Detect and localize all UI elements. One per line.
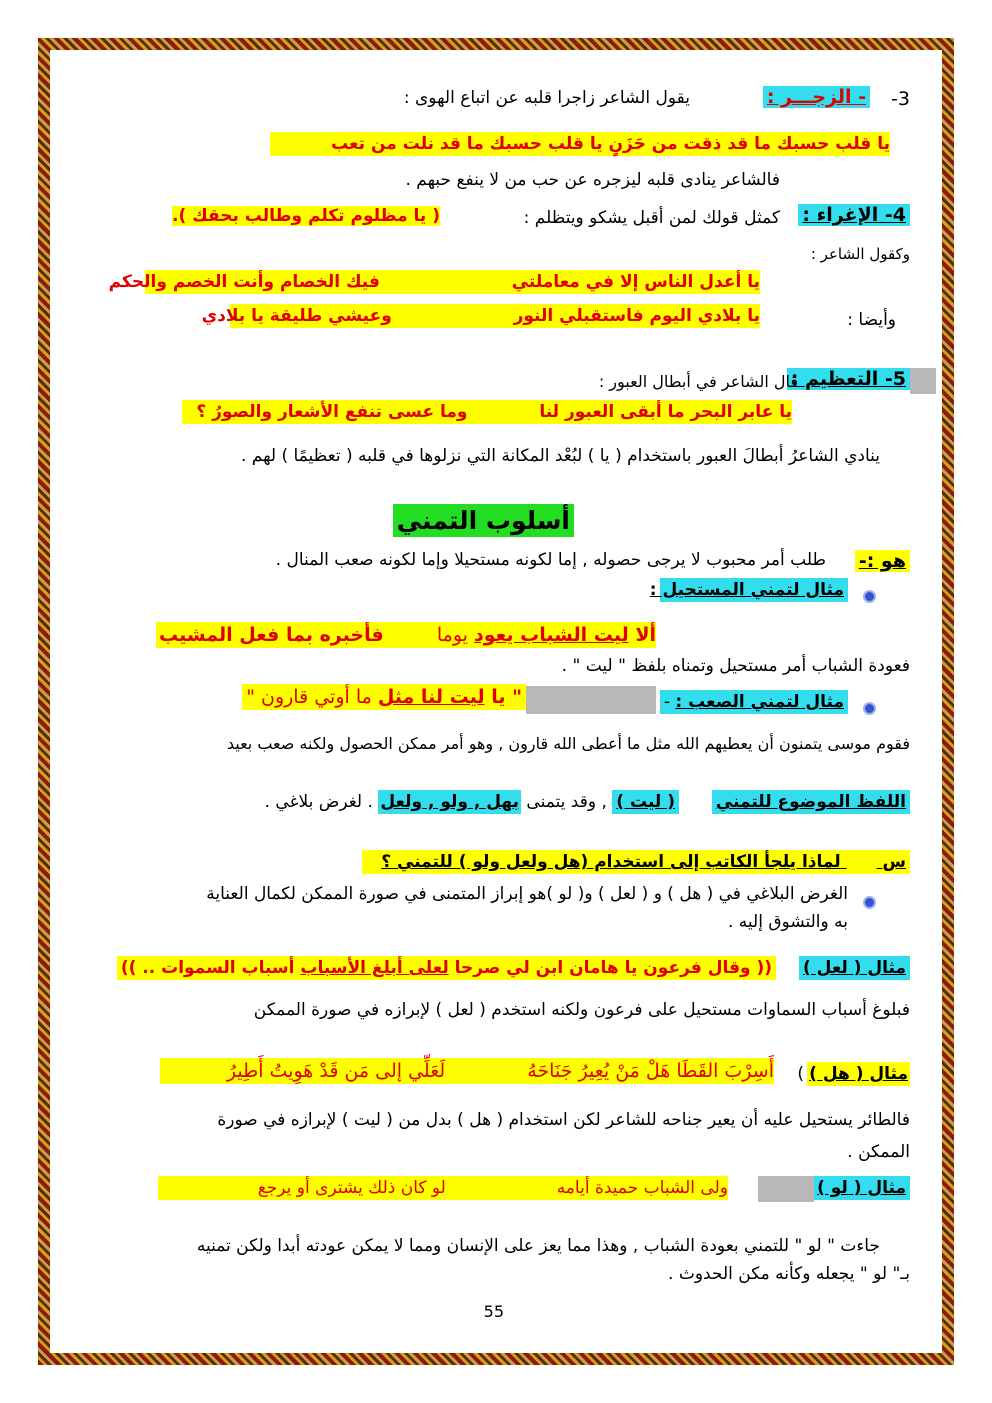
- question-line: [362, 850, 910, 874]
- hal-verse-b: لَعَلِّي إلى مَن قَدْ هَوِيتُ أَطِيرُ: [226, 1060, 446, 1082]
- ex1-verse-b: ليت الشباب يعود: [474, 624, 629, 646]
- answer-line1: الغرض البلاغي في ( هل ) و ( لعل ) و( لو )هو إبراز المتمنى في صورة الممكن لكمال العناية: [206, 884, 848, 904]
- tamanni-word-end: . لغرض بلاغي .: [264, 792, 373, 812]
- ex2-grey-box: [526, 686, 656, 714]
- law-explain-1: جاءت " لو " للتمني بعودة الشباب , وهذا مما يعز على الإنسان ومما لا يمكن عودته أبدا ولكن تمنيه: [196, 1236, 880, 1256]
- zajr-verse: يا قلب حسبك ما قد ذقت من حَزَنٍ يا قلب حسبك ما قد نلت من تعب: [270, 132, 890, 156]
- hal-verse-a: أَسِرْبَ القَطَا هَلْ مَنْ يُعِيرُ جَنَاحَهُ: [527, 1060, 774, 1082]
- law-verse-a: ولى الشباب حميدة أيامه: [556, 1178, 728, 1198]
- law-label: مثال ( لو ): [813, 1176, 910, 1200]
- tamanni-heading: أسلوب التمني: [393, 504, 574, 537]
- zajr-explain: فالشاعر ينادى قلبه ليزجره عن حب من لا ينفع حبهم .: [405, 170, 780, 190]
- page-number: 55: [483, 1302, 504, 1321]
- tamanni-def-text: طلب أمر محبوب لا يرجى حصوله , إما لكونه مستحيلا وإما لكونه صعب المنال .: [275, 550, 826, 570]
- ighraa-verse1-b: فيك الخصام وأنت الخصم والحكم: [108, 272, 380, 292]
- ex2-dash: -: [663, 692, 670, 712]
- ighraa-example: ( يا مظلوم تكلم وطالب بحقك ).: [172, 206, 440, 226]
- laal-text-c: أسباب السموات .. )): [120, 958, 301, 978]
- taazim-grey-marker: [910, 368, 936, 394]
- ighraa-intro2: وكقول الشاعر :: [810, 245, 910, 263]
- tamanni-word-line: [265, 792, 910, 812]
- tamanni-word-label: اللفظ الموضوع للتمني: [712, 790, 910, 814]
- zajr-intro: يقول الشاعر زاجرا قلبه عن اتباع الهوى :: [403, 88, 690, 108]
- ex2-verse-c: ما أوتي قارون ": [246, 686, 378, 708]
- ex2-title: مثال لتمني الصعب :: [660, 690, 848, 714]
- ighraa-verse2-a: يا بلادي اليوم فاستقبلي النور: [513, 306, 760, 326]
- question-text: لماذا يلجأ الكاتب إلى استخدام (هل ولعل ولو ) للتمني ؟: [381, 852, 841, 872]
- ighraa-verse2-b: وعيشي طليقة يا بلادي: [201, 306, 392, 326]
- ighraa-title: 4- الإغراء :: [798, 204, 910, 226]
- taazim-explain: ينادي الشاعرُ أبطالَ العبور باستخدام ( يا ) لبُعْد المكانة التي نزلوها في قلبه ( تعظيمًا ) لهم .: [240, 446, 880, 466]
- law-explain-2: بـ" لو " يجعله وكأنه مكن الحدوث .: [668, 1264, 910, 1284]
- question-s: س: [882, 852, 906, 872]
- ighraa-verse1-a: يا أعدل الناس إلا في معاملتي: [511, 272, 760, 292]
- hal-label-wrap: [807, 1064, 910, 1084]
- ex1-verse-a: ألا: [628, 624, 656, 646]
- tamanni-word-layt: ( ليت ): [612, 790, 679, 814]
- laal-explain: فبلوغ أسباب السماوات مستحيل على فرعون ولكنه استخدم ( لعل ) لإبرازه في صورة الممكن: [253, 1000, 910, 1020]
- ighraa-intro: كمثل قولك لمن أقبل يشكو ويتظلم :: [523, 208, 780, 228]
- laal-label: مثال ( لعل ): [799, 956, 910, 980]
- law-grey-box: [758, 1176, 814, 1202]
- ex1-verse-d: فأخبره بما فعل المشيب: [159, 624, 384, 646]
- answer-bullet: [863, 892, 876, 911]
- answer-line2: به والتشوق إليه .: [728, 912, 848, 932]
- ex1-verse-c: يوما: [436, 624, 474, 646]
- zajr-title: - الزجـــر :: [763, 86, 870, 108]
- ex2-verse-b: ليت لنا مثل: [377, 686, 485, 708]
- law-verse-b: لو كان ذلك يشترى أو يرجع: [257, 1178, 446, 1198]
- ex1-title: مثال لتمني المستحيل :: [660, 578, 848, 602]
- laal-text-b: لعلى أبلغ الأسباب: [300, 958, 449, 978]
- ex1-bullet: [863, 586, 876, 605]
- ex1-verse: [156, 622, 656, 648]
- ex2-bullet: [863, 698, 876, 717]
- ex1-explain: فعودة الشباب أمر مستحيل وتمناه بلفظ " ليت " .: [561, 656, 910, 676]
- ighraa-also: وأيضا :: [847, 310, 896, 330]
- taazim-intro: قال الشاعر في أبطال العبور :: [598, 372, 798, 391]
- hal-label: مثال ( هل ): [809, 1064, 908, 1084]
- taazim-verse-a: يا عابر البحر ما أبقى العبور لنا: [539, 402, 792, 422]
- ex2-verse-a: " يا: [484, 686, 522, 708]
- hal-explain-1: فالطائر يستحيل عليه أن يعير جناحه للشاعر لكن استخدام ( هل ) بدل من ( ليت ) لإبرازه في صورة: [217, 1110, 910, 1130]
- hal-verse: [160, 1058, 774, 1084]
- taazim-verse-b: وما عسى تنفع الأشعار والصورُ ؟: [196, 402, 468, 422]
- ighraa-verse2: [201, 304, 760, 328]
- ighraa-verse1: [108, 270, 760, 294]
- hal-paren: ): [797, 1064, 804, 1084]
- page-content: [64, 60, 910, 1350]
- taazim-verse: [182, 400, 792, 424]
- ex2-verse: [242, 684, 526, 710]
- tamanni-word-alt: بهل , ولو , ولعل: [380, 792, 520, 812]
- laal-text-a: (( وقال فرعون يا هامان ابن لي صرحا: [448, 958, 772, 978]
- law-verse: [158, 1176, 728, 1200]
- laal-text: [117, 956, 776, 980]
- hal-explain-2: الممكن .: [847, 1142, 910, 1162]
- ex2-explain: فقوم موسى يتمنون أن يعطيهم الله مثل ما أعطى الله قارون , وهو أمر ممكن الحصول ولكنه صعب بعيد: [226, 734, 910, 753]
- tamanni-word-mid: , وقد يتمنى: [521, 792, 607, 812]
- taazim-title: 5- التعظيم :: [787, 368, 910, 390]
- zajr-number: 3-: [891, 88, 910, 110]
- tamanni-def-label: هو :-: [855, 550, 910, 572]
